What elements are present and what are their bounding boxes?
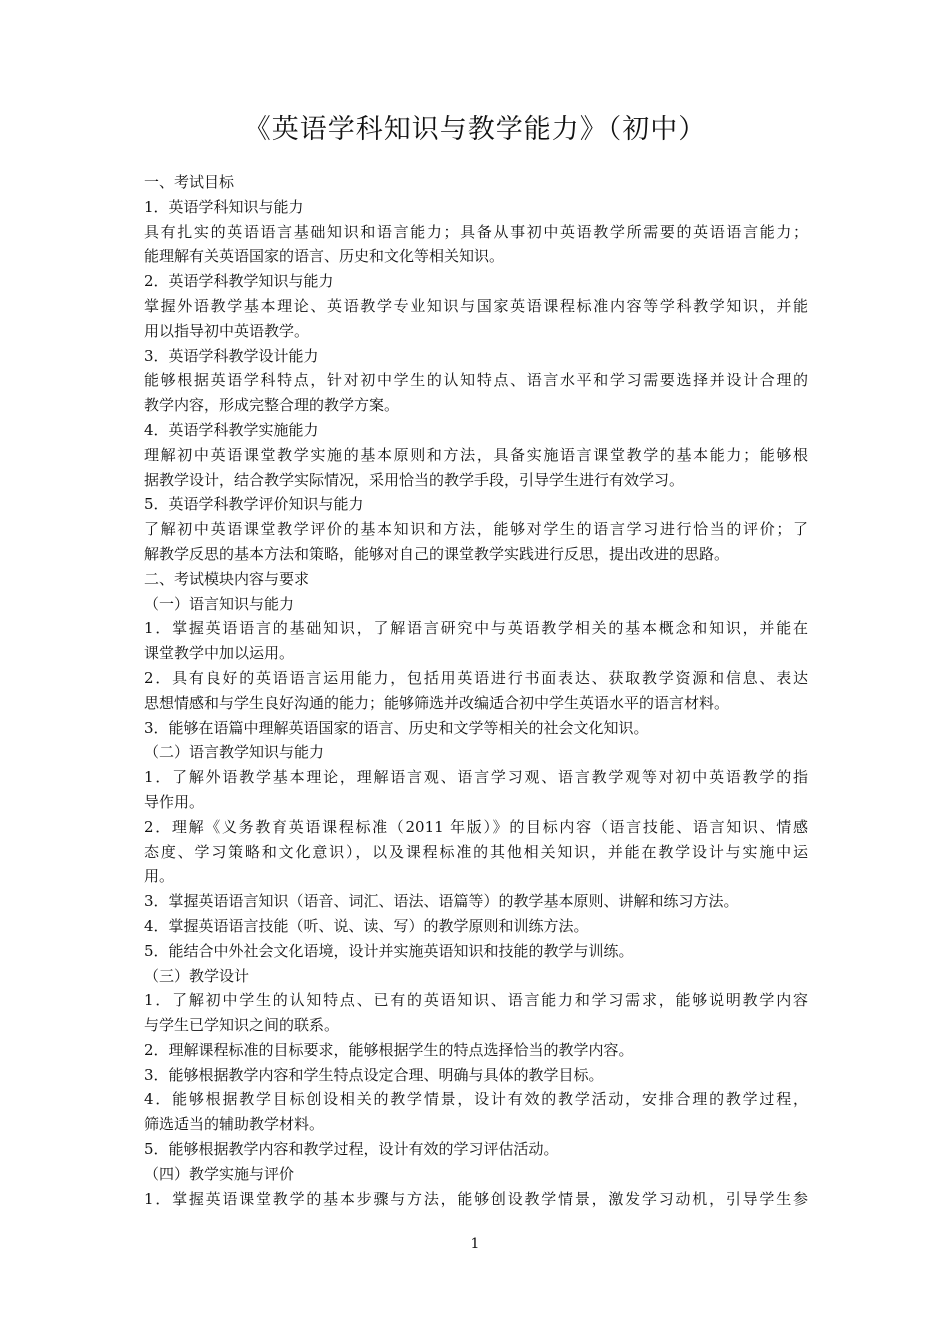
text-line: 2．理解课程标准的目标要求，能够根据学生的特点选择恰当的教学内容。 <box>144 1040 634 1059</box>
text-line: 筛选适当的辅助教学材料。 <box>144 1115 325 1134</box>
page-number: 1 <box>470 1236 480 1252</box>
text-line: 掌握外语教学基本理论、英语教学专业知识与国家英语课程标准内容等学科教学知识，并能 <box>144 296 808 315</box>
text-line: 了解初中英语课堂教学评价的基本知识和方法，能够对学生的语言学习进行恰当的评价；了 <box>144 520 808 539</box>
text-line: 1．掌握英语语言的基础知识，了解语言研究中与英语教学相关的基本概念和知识，并能在 <box>144 619 808 638</box>
document-title: 《英语学科知识与教学能力》（初中） <box>243 114 707 145</box>
text-line: 1．掌握英语课堂教学的基本步骤与方法，能够创设教学情景，激发学习动机，引导学生参 <box>144 1189 808 1208</box>
text-line: 理解初中英语课堂教学实施的基本原则和方法，具备实施语言课堂教学的基本能力；能够根 <box>144 445 808 464</box>
text-line: 5．能结合中外社会文化语境，设计并实施英语知识和技能的教学与训练。 <box>144 941 634 960</box>
text-line: 一、考试目标 <box>144 173 235 191</box>
text-line: （一）语言知识与能力 <box>144 594 295 613</box>
text-line: 据教学设计，结合教学实际情况，采用恰当的教学手段，引导学生进行有效学习。 <box>144 470 685 489</box>
text-line: 3．英语学科教学设计能力 <box>144 346 319 365</box>
text-line: 态度、学习策略和文化意识），以及课程标准的其他相关知识，并能在教学设计与实施中运 <box>144 842 808 861</box>
text-line: 与学生已学知识之间的联系。 <box>144 1016 340 1035</box>
text-line: 具有扎实的英语语言基础知识和语言能力；具备从事初中英语教学所需要的英语语言能力； <box>144 222 808 241</box>
text-line: 4．能够根据教学目标创设相关的教学情景，设计有效的教学活动，安排合理的教学过程， <box>144 1090 808 1109</box>
text-line: 教学内容，形成完整合理的教学方案。 <box>144 396 400 415</box>
text-line: 1．了解外语教学基本理论，理解语言观、语言学习观、语言教学观等对初中英语教学的指 <box>144 768 808 787</box>
text-line: 1．了解初中学生的认知特点、已有的英语知识、语言能力和学习需求，能够说明教学内容 <box>144 991 808 1010</box>
text-line: 二、考试模块内容与要求 <box>144 569 310 588</box>
text-line: 导作用。 <box>144 792 205 811</box>
text-line: 3．掌握英语语言知识（语音、词汇、语法、语篇等）的教学基本原则、讲解和练习方法。 <box>144 892 739 911</box>
text-line: 能够根据英语学科特点，针对初中学生的认知特点、语言水平和学习需要选择并设计合理的 <box>144 371 808 390</box>
text-line: 5．能够根据教学内容和教学过程，设计有效的学习评估活动。 <box>144 1140 559 1159</box>
text-line: 3．能够在语篇中理解英语国家的语言、历史和文学等相关的社会文化知识。 <box>144 718 649 737</box>
text-line: （四）教学实施与评价 <box>144 1164 295 1183</box>
text-line: 4．英语学科教学实施能力 <box>144 420 319 439</box>
text-line: 1．英语学科知识与能力 <box>144 197 304 216</box>
text-line: 3．能够根据教学内容和学生特点设定合理、明确与具体的教学目标。 <box>144 1065 604 1084</box>
text-line: 用以指导初中英语教学。 <box>144 321 310 340</box>
text-line: 用。 <box>144 867 175 886</box>
text-line: 2．英语学科教学知识与能力 <box>144 272 334 291</box>
text-line: 2．理解《义务教育英语课程标准（2011 年版）》的目标内容（语言技能、语言知识、情感 <box>144 817 808 836</box>
text-line: 解教学反思的基本方法和策略，能够对自己的课堂教学实践进行反思，提出改进的思路。 <box>144 544 730 563</box>
text-line: 课堂教学中加以运用。 <box>144 644 295 663</box>
text-line: （二）语言教学知识与能力 <box>144 743 325 762</box>
document-body <box>144 170 808 1211</box>
text-line: 思想情感和与学生良好沟通的能力；能够筛选并改编适合初中学生英语水平的语言材料。 <box>144 693 730 712</box>
text-line: （三）教学设计 <box>144 966 250 985</box>
text-line: 2．具有良好的英语语言运用能力，包括用英语进行书面表达、获取教学资源和信息、表达 <box>144 668 808 687</box>
text-line: 5．英语学科教学评价知识与能力 <box>144 495 364 514</box>
text-line: 4．掌握英语语言技能（听、说、读、写）的教学原则和训练方法。 <box>144 916 589 935</box>
text-line: 能理解有关英语国家的语言、历史和文化等相关知识。 <box>144 247 505 266</box>
